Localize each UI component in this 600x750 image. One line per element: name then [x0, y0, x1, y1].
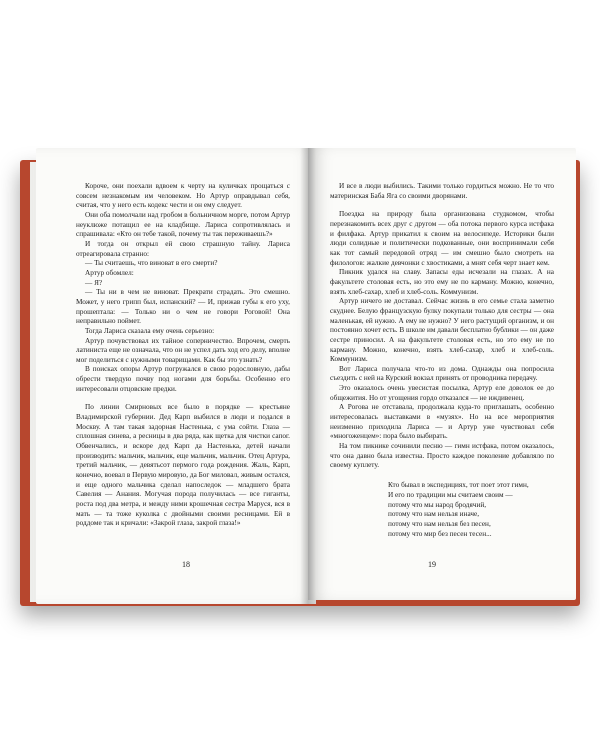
dialogue-line: — Я?	[85, 278, 103, 287]
page-number: 18	[182, 560, 190, 569]
poem-line: потому что мы народ бродячий,	[388, 500, 487, 509]
poem-line: потому что нам нельзя без песен,	[388, 520, 491, 529]
dialogue-line: — Ты ни в чем не виноват. Прекрати страдать. Это смешно. Может, у него грипп был, испанский? — И, прижав губы к его уху, прошептала: — Только ни о чем не говори Роговой! Она неправильно поймет.	[76, 288, 290, 326]
paragraph: Вот Лариса получала что-то из дома. Однажды она попросила съездить с ней на Курский вокзал принять от проводника передачу.	[330, 364, 554, 383]
poem-line: Кто бывал в экспедициях, тот поет этот гимн,	[388, 481, 529, 490]
paragraph: Поездка на природу была организована студкомом, чтобы перезнакомить всех друг с другом — оба потока первого курса истфака и филфака. Артур прикатил к своим на велосипеде. Историки были люди солидные и политически подкованные, они воспринимали себя как тот самый передовой отряд — им смешно было смотреть на филологов: жалкие девчонки с хвостиками, а мнят себя черт знает кем.	[330, 210, 554, 267]
paragraph: По линии Смирновых все было в порядке — крестьяне Владимирской губернии. Дед Карп выбился в люди и подался в Москву. А там такая задорная Настенька, с ума сойти. Глаза — сплошная синева, а ресницы в два ряда, как щетка для чистки сапог. Обвенчались, и вскоре дед Карп да Настенька, детей начали производить: мальчик, мальчик, еще мальчик, мальчик. Отец Артура, третий мальчик, — девятьсот пермого года рождения. Жаль, Карп, конечно, воевал в Первую мировую, да Бог миловал, живым остался, и еще одного мальчика сделал напоследок — младшего брата Савелия — Анания. Могучая порода получилась — все гиганты, роста под два метра, и между ними крошечная сестра Маруся, вся в мать — та тоже куколка с двойными своими ресницами. Ей в роддоме так и кричали: «Закрой глаза, закрой глаза!»	[76, 403, 290, 528]
paragraph: Короче, они поехали вдвоем к черту на куличках прощаться с совсем незнакомым им человеком. Но Артур оправдывал себя, считая, что у него есть кодекс чести и он ему следует.	[76, 182, 290, 210]
right-page	[308, 148, 576, 600]
dialogue-line: — Ты считаешь, что виноват в его смерти?	[85, 259, 218, 268]
paragraph: Они оба помолчали над гробом в больничном морге, потом Артур неуклюже потащил ее на кладбище. Лариса сопротивлялась и спрашивала: «Кто он тебе такой, почему ты так переживаешь?»	[76, 210, 290, 239]
paragraph: Артур ничего не доставал. Сейчас жизнь в его семье стала заметно скуднее. Белую французскую булку покупали только для сестры — она маленькая, ей нужно. А ему не нужно? У него растущий организм, и он постоянно хочет есть. В школе им давали бесплатно бублики — он даже сестре приносил. А на факультете столовая есть, но это ему не по карману. Можно, конечно, взять хлеб-сахар, хлеб и хлеб-соль. Коммунизм.	[330, 297, 554, 364]
paragraph: Артур обомлел:	[85, 268, 134, 277]
poem-line: потому что нам нельзя иначе,	[388, 510, 480, 519]
paragraph: В поисках опоры Артур погружался в свою родословную, дабы обрести твердую почву под ногами для борьбы. Особенно его интересовали отцовские предки.	[76, 365, 290, 393]
paragraph: Это оказалось очень увесистая посылка, Артур еле доволок ее до общежития. Но от угощения гордо отказался — не иждивенец.	[330, 384, 554, 402]
paragraph: Тогда Лариса сказала ему очень серьезно:	[85, 326, 215, 335]
paragraph: И тогда он открыл ей свою страшную тайну. Лариса отреагировала странно:	[76, 239, 290, 258]
left-page	[36, 148, 316, 604]
right-page-text	[330, 182, 554, 540]
paragraph: А Рогова не отставала, продолжала куда-то приглашать, особенно интересовалась выставками в «музях». Но на все мероприятия неизменно приходила Лариса — и Артур уже чувствовал себя «многоженцем»: пора было выбирать.	[330, 403, 554, 441]
paragraph: Пикник удался на славу. Запасы еды исчезали на глазах. А на факультете столовая есть, но это ему не по карману. Можно, конечно, взять хлеб-сахар, хлеб и хлеб-соль. Коммунизм.	[330, 268, 554, 296]
spine-gutter	[300, 148, 316, 604]
paragraph: Артур почувствовал их тайное соперничество. Впрочем, смерть латиниста еще не означала, что он не успел дать ход его делу, вполне мог поделиться с нужными товарищами. Как бы это узнать?	[76, 336, 290, 364]
poem-line: потому что мир без песен тесен...	[388, 530, 492, 539]
page-number: 19	[428, 560, 436, 569]
paragraph: На том пикнике сочинили песню — гимн истфака, потом оказалось, что она давно была известна. Просто каждое поколение добавляло по своему куплету.	[330, 442, 554, 470]
poem-stanza	[388, 481, 554, 540]
open-book	[14, 148, 586, 606]
left-page-text	[76, 182, 290, 529]
paragraph: И все в люди выбились. Такими только гордиться можно. Не то что материнская Баба Яга со своими дворянами.	[330, 182, 554, 200]
poem-line: И его по традиции мы считаем своим —	[388, 490, 513, 499]
